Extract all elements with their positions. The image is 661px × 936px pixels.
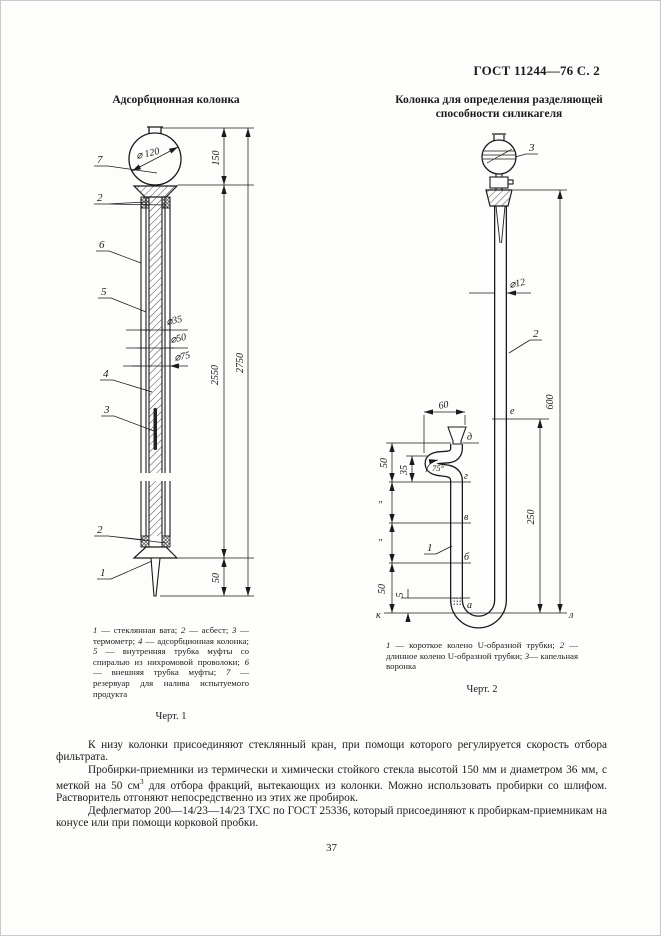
point-v: в — [464, 512, 469, 523]
point-k: к — [376, 610, 381, 621]
ground-joint — [486, 190, 512, 206]
point-d: д — [467, 432, 473, 443]
dim-2750: 2750 — [235, 353, 246, 373]
stopcock — [490, 173, 513, 190]
dim-50-bottom: 50 — [211, 573, 222, 583]
figure1-label: Черт. 1 — [155, 711, 187, 722]
point-a: а — [467, 600, 472, 611]
dim-5: 5 — [395, 592, 406, 598]
paragraph-3: Дефлегматор 200—14/23—14/23 ТХС по ГОСТ 25336, который присоединяют к пробиркам-приемникам на конусе или при помощи корковой пробки. — [56, 804, 607, 830]
point-l: л — [569, 610, 574, 621]
dim-150: 150 — [211, 150, 222, 166]
label-3: 3 — [104, 404, 110, 416]
label-5: 5 — [101, 286, 107, 298]
dim-d75: ⌀75 — [173, 349, 192, 364]
drip-tip — [151, 558, 160, 596]
paragraph-2-superscript: 3 — [139, 777, 144, 787]
figure2-label: Черт. 2 — [466, 684, 498, 695]
page-number: 37 — [326, 842, 337, 854]
label-7: 7 — [97, 154, 103, 166]
figure2-title-line2: способности силикагеля — [435, 107, 563, 120]
figure1-drawing — [85, 120, 260, 605]
dim-d50: ⌀50 — [169, 331, 188, 346]
dim-60: 60 — [437, 399, 450, 412]
bottom-flare — [134, 547, 177, 558]
side-funnel — [448, 427, 466, 444]
paragraph-2 — [56, 764, 607, 805]
dim-50-lower: 50 — [377, 584, 388, 594]
document-reference: ГОСТ 11244—76 С. 2 — [473, 63, 600, 78]
figure1-title: Адсорбционная колонка — [112, 94, 240, 106]
fig2-dimension-lines — [392, 190, 560, 622]
label-1-short-leg: 1 — [427, 542, 433, 554]
dim-600: 600 — [545, 394, 556, 410]
dim-angle-75: 75° — [432, 463, 444, 473]
paragraph-2-after: для отбора фракций, вытекающих из колонки. Можно использовать пробирки со шлифом. Растворитель отгоняют непосредственно из этих же пробирок. — [56, 779, 607, 805]
point-b: б — [464, 552, 470, 563]
top-joint — [134, 186, 177, 197]
ditto-mark-2: ″ — [378, 538, 383, 549]
dim-d12: ⌀12 — [508, 276, 527, 291]
dropping-funnel — [482, 134, 516, 174]
silica-grains — [452, 598, 462, 605]
dim-2550: 2550 — [210, 365, 221, 385]
dim-50: 50 — [379, 458, 390, 468]
label-6: 6 — [99, 239, 105, 251]
dim-250: 250 — [526, 509, 537, 525]
ditto-mark-1: ″ — [378, 500, 383, 511]
fig2-leaders — [424, 154, 542, 554]
dim-35: 35 — [399, 465, 410, 475]
point-e: е — [510, 406, 515, 417]
dim-d35: ⌀35 — [165, 313, 184, 328]
figure2-title — [363, 94, 635, 121]
label-1: 1 — [100, 567, 106, 579]
dim-d120: ⌀ 120 — [135, 145, 161, 162]
label-4: 4 — [103, 368, 109, 380]
thermometer — [154, 408, 158, 450]
paragraph-2-before: Пробирки-приемники из термически и химически стойкого стекла высотой 150 мм и диаметром 36 мм, с меткой на 50 см — [56, 763, 607, 792]
column-body — [141, 197, 170, 536]
paragraph-1: К низу колонки присоединяют стеклянный кран, при помощи которого регулируется скорость отбора фильтрата. — [56, 739, 607, 764]
label-2-bottom: 2 — [97, 524, 103, 536]
fig2-reference-lines — [384, 190, 567, 613]
figure1-caption: 1 — стеклянная вата; 2 — асбест; 3 — термометр; 4 — адсорбционная колонка; 5 — внутренняя трубка муфты со спиралью из нихромовой проволоки; 6 — внешняя трубка муфты; 7 — резервуар для налива испытуемого продукта — [93, 625, 249, 699]
body-text — [56, 739, 607, 830]
figure2-title-line1: Колонка для определения разделяющей — [395, 94, 603, 106]
figure2-drawing — [370, 125, 600, 632]
label-3-funnel: 3 — [529, 142, 535, 154]
label-2-long-leg: 2 — [533, 328, 539, 340]
label-2-top: 2 — [97, 192, 103, 204]
point-g: г — [464, 471, 468, 482]
figure2-caption: 1 — короткое колено U-образной трубки; 2 — длинное колено U-образной трубки; 3— капельная воронка — [386, 640, 578, 672]
